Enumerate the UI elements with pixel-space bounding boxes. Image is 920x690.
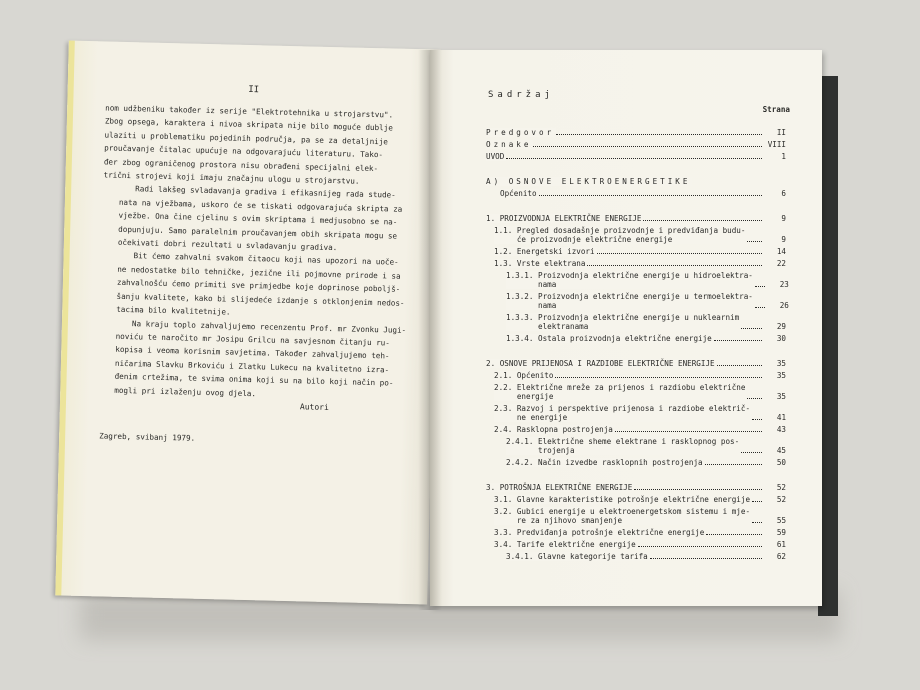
toc-entry-title: 2. OSNOVE PRIJENOSA I RAZDIOBE ELEKTRIČNE ENERGIJE	[486, 359, 715, 368]
toc-entry	[486, 292, 789, 310]
toc-entry-title: 2.2. Električne mreže za prijenos i razdiobu električne energije	[494, 383, 746, 401]
toc-page-number: 55	[764, 516, 786, 525]
preface-paragraph	[103, 101, 415, 189]
toc-page-number: 30	[764, 334, 786, 343]
toc-entry	[486, 507, 786, 525]
toc-entry	[486, 128, 786, 137]
toc-page-number: 52	[764, 495, 786, 504]
toc-entry	[486, 259, 786, 268]
toc-entry-title: Predgovor	[486, 128, 555, 137]
toc-leader-dots	[752, 501, 762, 502]
text-line: đenim crtežima, te svima onima koji su na bilo koji način po-	[114, 371, 394, 388]
toc-leader-dots	[717, 365, 762, 366]
toc-entry	[486, 404, 786, 422]
toc-leader-dots	[597, 253, 762, 254]
toc-entry-title: 1.3.4. Ostala proizvodnja električne energije	[506, 334, 712, 343]
contents-title: Sadržaj	[488, 90, 554, 100]
toc-entry	[486, 189, 786, 198]
toc-entry-title: 3.1. Glavne karakteristike potrošnje električne energije	[494, 495, 751, 504]
toc-entry	[486, 383, 786, 401]
toc-leader-dots	[747, 398, 762, 399]
toc-entry-title: UVOD	[486, 152, 505, 161]
text-line: proučavanje čitalac upućuje na odgovarajuću literaturu. Tako-	[104, 143, 384, 160]
text-line: zahvalnošću ćemo primiti sve primjedbe koje doprinose poboljš-	[116, 278, 401, 294]
toc-page-number: 26	[767, 301, 789, 310]
toc-leader-dots	[650, 558, 762, 559]
toc-entry-title: 3.3. Predviđanja potrošnje električne energije	[494, 528, 705, 537]
text-line: Bit ćemo zahvalni svakom čitaocu koji nas upozori na uoče-	[133, 251, 399, 268]
toc-entry	[486, 528, 786, 537]
toc-entry-title: 1.3.2. Proizvodnja električne energije u termoelektra- nama	[506, 292, 753, 310]
left-page-number: II	[248, 84, 260, 96]
toc-entry-title: 3. POTROŠNJA ELEKTRIČNE ENERGIJE	[486, 483, 633, 492]
toc-entry	[486, 313, 786, 331]
toc-page-number: 1	[764, 152, 786, 161]
toc-leader-dots	[506, 158, 762, 159]
toc-leader-dots	[755, 307, 765, 308]
toc-entry-title: 1.3. Vrste elektrana	[494, 259, 586, 268]
toc-page-number: II	[764, 128, 786, 137]
book-gutter	[418, 50, 442, 610]
toc-entry	[486, 371, 786, 380]
toc-page-number: 35	[764, 392, 786, 401]
text-line: trični strojevi koji imaju značajnu ulogu u strojarstvu.	[103, 170, 360, 186]
signature-authors: Autori	[299, 402, 329, 412]
toc-entry-title: 2.3. Razvoj i perspektive prijenosa i razdiobe električ- ne energije	[494, 404, 751, 422]
toc-page-number: 41	[764, 413, 786, 422]
toc-entry-title: 2.4.1. Električne sheme elektrane i rasklopnog pos- trojenja	[506, 437, 740, 455]
toc-entry	[486, 458, 786, 467]
place-and-date: Zagreb, svibanj 1979.	[99, 431, 196, 443]
toc-leader-dots	[643, 220, 762, 221]
text-line: vježbe. Ona čine cjelinu s ovim skriptama i medjusobno se na-	[118, 211, 398, 227]
toc-leader-dots	[539, 195, 762, 196]
toc-leader-dots	[705, 464, 762, 465]
text-line: kopisa i veoma korisnim savjetima. Također zahvaljujemo teh-	[115, 345, 390, 361]
toc-page-number: 29	[764, 322, 786, 331]
text-line: đer zbog ograničenog prostora nisu obrađeni specijalni elek-	[103, 157, 379, 173]
toc-leader-dots	[634, 489, 762, 490]
toc-page-number: 9	[764, 214, 786, 223]
toc-leader-dots	[587, 265, 762, 266]
text-line: nata na vježbama, uskoro će se tiskati odgovarajuća skripta za	[118, 197, 403, 214]
toc-page-number: 45	[764, 446, 786, 455]
toc-page-number: 61	[764, 540, 786, 549]
toc-leader-dots	[556, 134, 762, 135]
toc-page-number: 6	[764, 189, 786, 198]
left-page	[55, 41, 440, 605]
toc-entry-title: 2.1. Općenito	[494, 371, 554, 380]
toc-leader-dots	[752, 419, 762, 420]
toc-entry-title: Općenito	[500, 189, 537, 198]
toc-page-number: 43	[764, 425, 786, 434]
text-line: ulaziti u problematiku pojedinih područja, pa se za detaljnije	[104, 130, 389, 147]
toc-entry-title: Oznake	[486, 140, 532, 149]
toc-entry-title: 3.4.1. Glavne kategorije tarifa	[506, 552, 648, 561]
toc-leader-dots	[714, 340, 762, 341]
table-of-contents	[486, 125, 789, 561]
toc-entry	[486, 334, 786, 343]
text-line: noviću te naročito mr Josipu Grilcu na savjesnom čitanju ru-	[115, 331, 390, 348]
toc-leader-dots	[615, 431, 762, 432]
toc-entry	[486, 425, 786, 434]
toc-leader-dots	[747, 241, 762, 242]
preface-paragraph	[98, 316, 410, 404]
toc-page-number: 14	[764, 247, 786, 256]
toc-entry	[486, 271, 789, 289]
text-line: šanju kvalitete, kako bi slijedeće izdanje s otklonjenim nedos-	[116, 291, 405, 308]
text-line: Na kraju toplo zahvaljujemo recenzentu Prof. mr Zvonku Jugi-	[131, 318, 407, 335]
toc-entry-title: 2.4.2. Način izvedbe rasklopnih postrojenja	[506, 458, 703, 467]
toc-entry	[486, 552, 786, 561]
toc-leader-dots	[555, 377, 762, 378]
toc-entry-title: 1.2. Energetski izvori	[494, 247, 595, 256]
toc-entry-title: 3.2. Gubici energije u elektroenergetskom sistemu i mje- re za njihovo smanjenje	[494, 507, 751, 525]
toc-entry	[486, 226, 786, 244]
toc-leader-dots	[706, 534, 762, 535]
toc-page-number: 23	[767, 280, 789, 289]
toc-entry-title: 2.4. Rasklopna postrojenja	[494, 425, 613, 434]
preface-text	[98, 101, 415, 403]
toc-entry	[486, 177, 786, 186]
toc-page-number: 22	[764, 259, 786, 268]
toc-entry-title: A) OSNOVE ELEKTROENERGETIKE	[486, 177, 691, 186]
text-line: očekivati dobri rezultati u svladavanju gradiva.	[117, 237, 338, 253]
toc-page-number: 50	[764, 458, 786, 467]
toc-page-number: VIII	[764, 140, 786, 149]
toc-page-number: 9	[764, 235, 786, 244]
text-line: dopunjuju. Samo paralelnim proučavanjem obih skripata mogu se	[118, 224, 398, 241]
page-column-label: Strana	[762, 105, 790, 114]
text-line: ne nedostatke bilo tehničke, jezične ili pojmovne prirode i sa	[117, 264, 401, 281]
text-line: tacima bilo kvalitetnije.	[116, 304, 231, 317]
text-line: Zbog opsega, karaktera i nivoa skripata nije bilo moguće dublje	[104, 116, 393, 133]
toc-page-number: 62	[764, 552, 786, 561]
toc-page-number: 52	[764, 483, 786, 492]
toc-leader-dots	[752, 522, 762, 523]
text-line: mogli pri izlaženju ovog djela.	[114, 385, 257, 398]
toc-entry	[486, 247, 786, 256]
right-page	[430, 50, 822, 606]
toc-entry	[486, 540, 786, 549]
toc-leader-dots	[755, 286, 765, 287]
preface-paragraph	[100, 249, 412, 324]
toc-entry-title: 3.4. Tarife električne energije	[494, 540, 636, 549]
toc-entry-title: 1. PROIZVODNJA ELEKTRIČNE ENERGIJE	[486, 214, 642, 223]
toc-page-number: 35	[764, 359, 786, 368]
text-line: ničarima Slavku Brkoviću i Zlatku Lukecu na kvalitetno izra-	[114, 358, 390, 375]
toc-entry	[486, 359, 786, 368]
toc-leader-dots	[533, 146, 762, 147]
text-line: Radi lakšeg svladavanja gradiva i efikasnijeg rada stude-	[135, 184, 396, 201]
toc-entry	[486, 140, 786, 149]
preface-paragraph	[102, 182, 414, 257]
toc-entry	[486, 214, 786, 223]
toc-entry-title: 1.3.3. Proizvodnja električne energije u nuklearnim elektranama	[506, 313, 740, 331]
toc-entry-title: 1.3.1. Proizvodnja električne energije u hidroelektra- nama	[506, 271, 753, 289]
toc-entry	[486, 437, 786, 455]
toc-page-number: 35	[764, 371, 786, 380]
toc-leader-dots	[741, 328, 762, 329]
toc-entry-title: 1.1. Pregled dosadašnje proizvodnje i predviđanja budu- će proizvodnje električne energije	[494, 226, 746, 244]
toc-page-number: 59	[764, 528, 786, 537]
text-line: nom udžbeniku također iz serije "Elektrotehnika u strojarstvu".	[105, 103, 394, 120]
toc-entry	[486, 483, 786, 492]
toc-entry	[486, 495, 786, 504]
toc-leader-dots	[741, 452, 762, 453]
toc-leader-dots	[638, 546, 762, 547]
toc-entry	[486, 152, 786, 161]
